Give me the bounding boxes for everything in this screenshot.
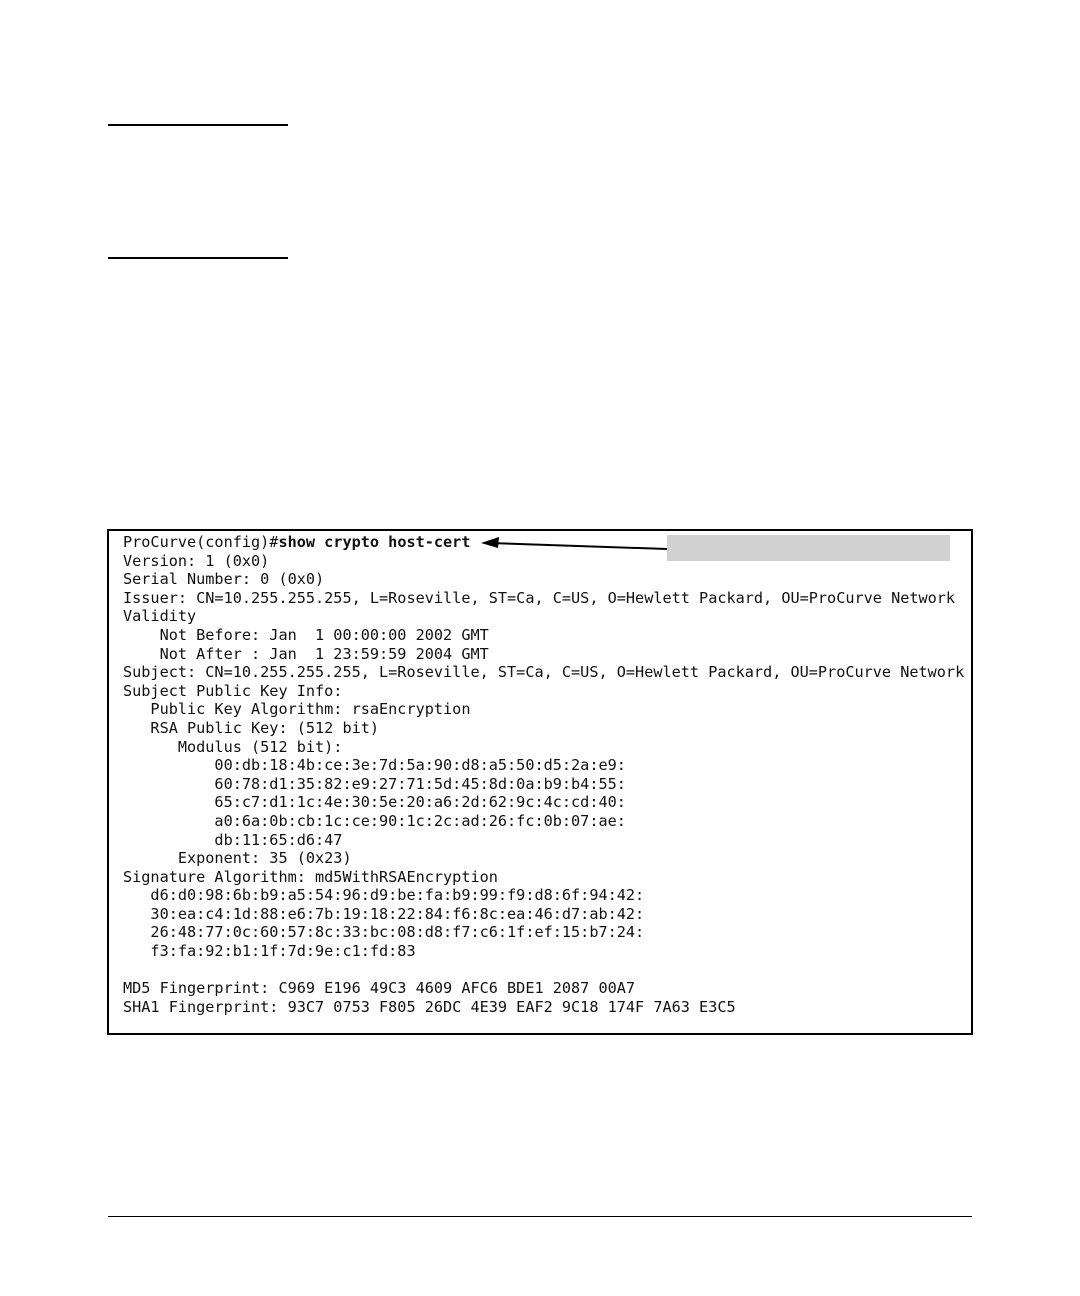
output-line: MD5 Fingerprint: C969 E196 49C3 4609 AFC6 BDE1 2087 00A7 xyxy=(123,979,636,998)
output-line: Not Before: Jan 1 00:00:00 2002 GMT xyxy=(123,625,489,644)
output-line: d6:d0:98:6b:b9:a5:54:96:d9:be:fa:b9:99:f9:d8:6f:94:42: xyxy=(123,886,645,905)
output-line: Modulus (512 bit): xyxy=(123,737,343,756)
cli-command: show crypto host-cert xyxy=(278,533,471,551)
output-line: 00:db:18:4b:ce:3e:7d:5a:90:d8:a5:50:d5:2a:e9: xyxy=(123,756,626,775)
output-line: 26:48:77:0c:60:57:8c:33:bc:08:d8:f7:c6:1f:ef:15:b7:24: xyxy=(123,923,645,942)
output-line: SHA1 Fingerprint: 93C7 0753 F805 26DC 4E39 EAF2 9C18 174F 7A63 E3C5 xyxy=(123,997,736,1016)
output-line: Issuer: CN=10.255.255.255, L=Roseville, ST=Ca, C=US, O=Hewlett Packard, OU=ProCurve Network xyxy=(123,588,956,607)
output-line: 65:c7:d1:1c:4e:30:5e:20:a6:2d:62:9c:4c:cd:40: xyxy=(123,793,626,812)
terminal-output xyxy=(123,533,964,1016)
output-line: Not After : Jan 1 23:59:59 2004 GMT xyxy=(123,644,489,663)
output-line: Exponent: 35 (0x23) xyxy=(123,849,352,868)
output-line: RSA Public Key: (512 bit) xyxy=(123,718,380,737)
cli-prompt: ProCurve(config)# xyxy=(123,533,279,551)
output-line: 60:78:d1:35:82:e9:27:71:5d:45:8d:0a:b9:b4:55: xyxy=(123,774,626,793)
output-line: Public Key Algorithm: rsaEncryption xyxy=(123,700,471,719)
footer-rule xyxy=(108,1216,972,1217)
output-line: a0:6a:0b:cb:1c:ce:90:1c:2c:ad:26:fc:0b:07:ae: xyxy=(123,811,626,830)
command-line xyxy=(123,533,964,552)
output-line: Serial Number: 0 (0x0) xyxy=(123,570,325,589)
output-line xyxy=(123,961,964,980)
output-line: Version: 1 (0x0) xyxy=(123,551,270,570)
terminal-figure xyxy=(107,529,973,1035)
output-line: Subject: CN=10.255.255.255, L=Roseville, ST=Ca, C=US, O=Hewlett Packard, OU=ProCurve Network xyxy=(123,663,965,682)
output-lines xyxy=(123,552,964,1017)
output-line: Signature Algorithm: md5WithRSAEncryption xyxy=(123,867,498,886)
output-line: 30:ea:c4:1d:88:e6:7b:19:18:22:84:f6:8c:ea:46:d7:ab:42: xyxy=(123,904,645,923)
output-line: db:11:65:d6:47 xyxy=(123,830,343,849)
header-rule-top xyxy=(108,124,288,126)
header-rule-bottom xyxy=(108,257,288,259)
output-line: Subject Public Key Info: xyxy=(123,681,343,700)
output-line: Validity xyxy=(123,607,197,626)
output-line: f3:fa:92:b1:1f:7d:9e:c1:fd:83 xyxy=(123,942,416,961)
